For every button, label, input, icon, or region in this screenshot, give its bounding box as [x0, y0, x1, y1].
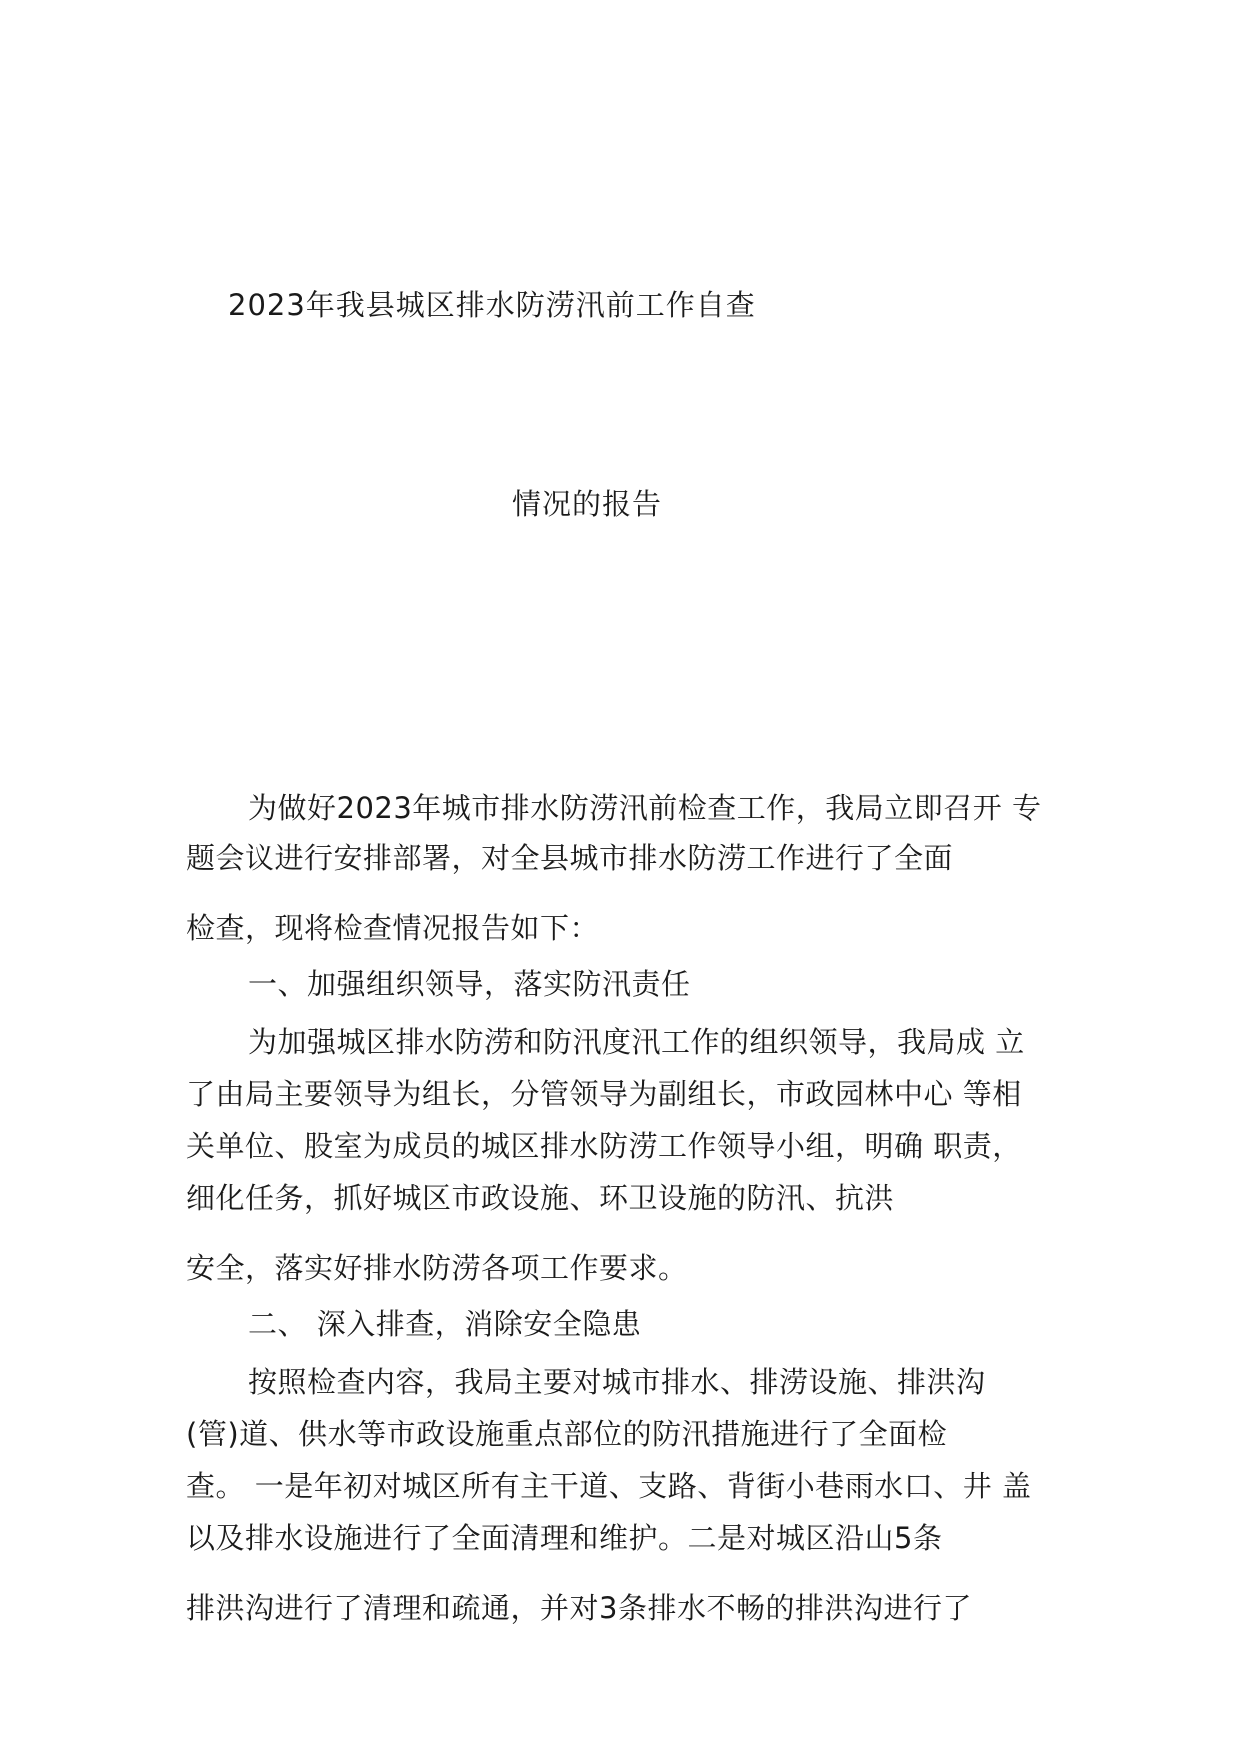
body-line: 以及排水设施进行了全面清理和维护。二是对城区沿山5条	[186, 1521, 943, 1555]
body-line: 检查，现将检查情况报告如下：	[186, 911, 600, 945]
body-line: 了由局主要领导为组长，分管领导为副组长，市政园林中心 等相	[186, 1077, 1022, 1111]
body-line: (管)道、供水等市政设施重点部位的防汛措施进行了全面检	[186, 1417, 948, 1451]
body-line: 为加强城区排水防涝和防汛度汛工作的组织领导，我局成 立	[248, 1025, 1025, 1059]
body-line: 按照检查内容，我局主要对城市排水、排涝设施、排洪沟	[248, 1365, 986, 1399]
body-line: 题会议进行安排部署，对全县城市排水防涝工作进行了全面	[186, 841, 954, 875]
body-line: 关单位、股室为成员的城区排水防涝工作领导小组，明确 职责，	[186, 1129, 1022, 1163]
body-line: 为做好2023年城市排水防涝汛前检查工作，我局立即召开 专	[248, 791, 1042, 825]
body-line: 排洪沟进行了清理和疏通，并对3条排水不畅的排洪沟进行了	[186, 1591, 972, 1625]
document-title-line-2: 情况的报告	[512, 487, 663, 521]
section-heading: 一、加强组织领导，落实防汛责任	[248, 967, 691, 1001]
body-line: 查。 一是年初对城区所有主干道、支路、背街小巷雨水口、井 盖	[186, 1469, 1032, 1503]
section-heading: 二、 深入排查，消除安全隐患	[248, 1307, 642, 1341]
document-title-line-1: 2023年我县城区排水防涝汛前工作自查	[228, 288, 756, 322]
body-line: 安全，落实好排水防涝各项工作要求。	[186, 1251, 688, 1285]
body-line: 细化任务，抓好城区市政设施、环卫设施的防汛、抗洪	[186, 1181, 895, 1215]
